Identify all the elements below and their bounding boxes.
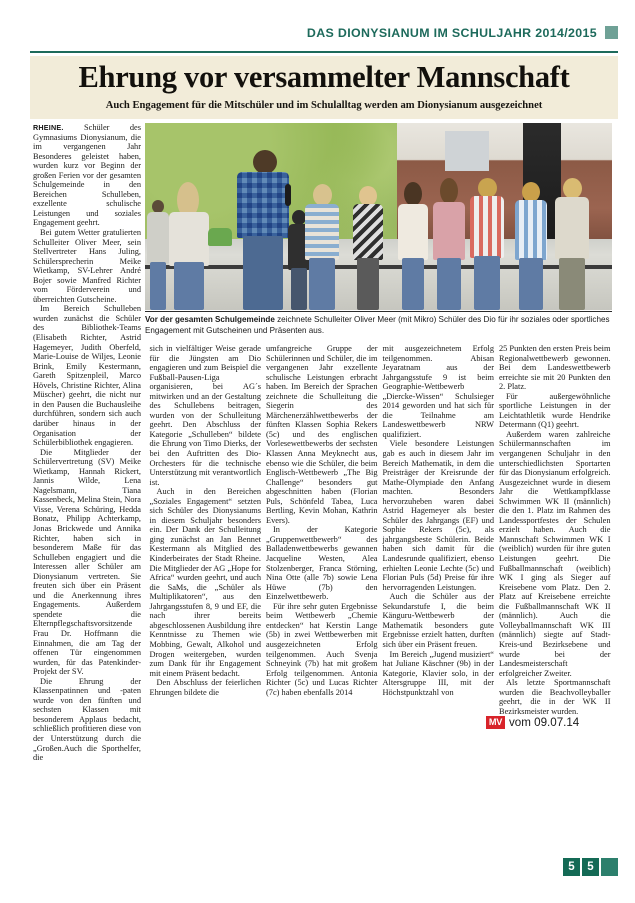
body-paragraph: Im Bereich Schulleben wurden zunächst die Schüler des Bibliothek-Teams (Elisabeth Richter, Astrid Hagemeyer, Judith Oberfeld, Marie-Louise de Wiljes, Leonie Brink, Emily Kestermann, Gareth Spitzenpleil, Marco Hövels, Christine Richter, Alina Müscher) geehrt, die nicht nur in den Pausen die Buchausleihe durchführen, sondern sich auch darüber hinaus in der Organisation der Schülerbibliothek engagieren. <box>33 304 141 448</box>
body-column-2-lower <box>33 344 145 716</box>
photo-caption-rest: zeichnete Schulleiter Oliver Meer (mit Mikro) Schüler des Dio für ihr soziales oder sportliches Engagement mit Gutscheinen und Präsenten aus. <box>145 315 610 336</box>
photo-person-torso <box>555 197 589 259</box>
photo-person <box>305 184 339 310</box>
photo-person-legs <box>559 258 585 310</box>
article-photo <box>145 123 612 310</box>
body-column-2 <box>150 344 262 716</box>
body-paragraph: Für ihre sehr guten Ergebnisse beim Wettbewerb „Chemie entdecken“ hat Kerstin Lange (5b) in zwei Wettbewerben mit ausgezeichneten Erfolg teilgenommen. Auch Svenja Schneyink (7b) hat mit großem Erfolg teilgenommen. Antonia Richter (5c) und Lucas Richter (7c) haben ebenfalls 2014 <box>266 601 378 697</box>
photo-person-torso <box>305 204 339 260</box>
photo-person-torso <box>169 212 209 266</box>
body-paragraph: sich in vielfältiger Weise gerade für die Jüngsten am Dio engagieren und zum Beispiel die Fußball-Pausen-Liga organisieren, bei AG´s mitwirken und an der Gestaltung des Schullebens beitragen, wurden von der Schulleitung geehrt. Den Abschluss der Kategorie „Schulleben“ bildete die Ehrung von Timo Dierks, der bei den Auftritten des Dio-Orchesters für die technische Unterstützung mit verantwortlich ist. <box>149 344 261 487</box>
body-paragraph: Als letzte Sportmannschaft wurden die Beachvolleyballer geehrt, die in der WK II Bezirksmeister wurden. <box>499 678 611 716</box>
folio-digit: 5 <box>582 858 599 876</box>
body-column-3 <box>266 344 378 716</box>
photo-person-legs <box>474 256 500 310</box>
dateline: RHEINE. <box>33 123 64 132</box>
page-folio <box>563 858 618 876</box>
folio-digit: 5 <box>563 858 580 876</box>
running-head-title: DAS DIONYSIANUM IM SCHULJAHR 2014/2015 <box>306 26 597 40</box>
photo-person-legs <box>150 262 167 310</box>
photo-person-head <box>359 186 377 206</box>
photo-person-head <box>404 182 422 206</box>
mv-logo-icon: MV <box>486 716 505 729</box>
body-paragraph: Die Ehrung der Klassenpatinnen und -paten wurde von den fünften und sechsten Klassen mit besonderem Applaus bedacht, schließlich profitieren diese von der Unterstützung durch die „Großen.Auch die Sporthelfer, die <box>33 676 141 763</box>
photo-person <box>353 186 383 310</box>
photo-person-head <box>292 210 306 225</box>
photo-person-torso <box>470 196 504 258</box>
body-paragraph: Außerdem waren zahlreiche Schülermannschaften im vergangenen Schuljahr in den unterschiedlichsten Sportarten für das Dionysianum erfolgreich. Ausgezeichnet wurde in diesem Jahr die Wettkampfklasse Schwimmen WK II (männlich) die den 1. Platz im Rahmen des Landessportfestes der Schulen erzielt haben. Auch die Mannschaft Schwimmen WK I (weiblich) wurden für ihre guten Leistungen geehrt. Die Fußballmannschaft (weiblich) WK I ging als Sieger auf Kreisebene vom Platz. Den 2. Platz auf Kreisebene erreichte die Fußballmannschaft WK II (männlich). Auch die Volleyballmannschaft WK III (männlich) siegte auf Stadt-Kreis-und Bezirksebene und wurde bei der Landesmeisterschaft erfolgreicher Zweiter. <box>499 429 611 678</box>
photo-person <box>398 182 428 310</box>
photo-person-head <box>563 178 582 199</box>
body-paragraph: Bei gutem Wetter gratulierten Schulleiter Oliver Meer, sein Stellvertreter Hans Juling, Schülersprecherin Meike Wietkamp, SV-Lehrer André Bojer sowie Manfred Richter vom Förderverein und überreichten Gutscheine. <box>33 228 141 304</box>
photo-person-torso <box>398 204 428 260</box>
photo-person <box>470 178 504 310</box>
body-column-4 <box>383 344 495 716</box>
photo-microphone <box>285 184 291 206</box>
photo-person-torso <box>515 200 547 260</box>
photo-caption <box>145 314 612 336</box>
body-paragraph: Viele besondere Leistungen gab es auch in diesem Jahr im Bereich Mathematik, in dem die Preisträger der Kreisrunde der Mathe-Olympiade den Anfang machten. Besonders hervorzuheben waren dabei Astrid Hagemeyer als bester Schüler des Jahrgangs (EF) und Sophie Rekers (5c), als jahrgangsbeste Schülerin. Beide haben sich damit für die Landesrunde qualifiziert, ebenso erhielten Leonie Lechte (5c) und Florian Puls (5d) Preise für ihre hervorragenden Leistungen. <box>382 439 494 592</box>
body-paragraph-text: Schüler des Gymnasiums Dionysianum, die im vergangenen Jahr Besonderes geleistet haben, wurden kurz vor Beginn der großen Ferien vor der gesamten Schulgemeinde in den Bereichen Schulleben, exzellente schulische Leistungen und soziales Engagement geehrt. <box>33 123 141 228</box>
photo-caption-lead: Vor der gesamten Schulgemeinde <box>145 315 275 324</box>
photo-person-head <box>440 178 458 204</box>
photo-person-legs <box>519 258 543 310</box>
body-columns <box>33 344 615 716</box>
body-paragraph: 25 Punkten den ersten Preis beim Regionalwettbewerb gewonnen. Bei dem Landeswettbewerb erreichte sie mit 20 Punkten den 2. Platz. <box>499 344 611 392</box>
body-paragraph <box>33 123 141 228</box>
body-paragraph: umfangreiche Gruppe der Schülerinnen und Schüler, die im vergangenen Jahr exzellente schulische Leistungen erbracht haben. Im Bereich der Sprachen zeichnete die Schulleitung die Siegerin des Märchenerzählwettbewerbs der fünften Klassen Sophia Rekers (5c) und des englischen Vorlesewettbewerbs der sechsten Klassen Anna Meyknecht aus, ebenso wie die Schüler, die beim Englisch-Wettbewerb „The Big Challenge“ besonders gut abgeschnitten haben (Florian Puls, Schönfeld Tabea, Luca Bertling, Kevin Mohan, Kathrin Evers). <box>266 344 378 525</box>
photo-person-legs <box>309 258 335 310</box>
photo-person-torso <box>353 204 383 260</box>
article-subheadline: Auch Engagement für die Mitschüler und im Schulalltag werden am Dionysianum ausgezeichnet <box>105 100 543 111</box>
source-date: vom 09.07.14 <box>509 716 580 729</box>
photo-building-window <box>445 131 489 171</box>
source-stamp <box>486 716 579 729</box>
body-paragraph: mit ausgezeichnetem Erfolg teilgenommen. Abisan Jeyaratnam aus der Jahrgangsstufe 9 ist beim Geographie-Wettbewerb „Diercke-Wissen“ Schulsieger 2014 geworden und hat sich für die Teilnahme am Landeswettbewerb NRW qualifiziert. <box>382 344 494 439</box>
photo-person-legs <box>402 258 425 310</box>
photo-gift-box-body <box>208 228 232 246</box>
photo-person <box>433 178 465 310</box>
photo-person-legs <box>357 258 380 310</box>
photo-gift-box <box>208 228 232 246</box>
photo-person-head <box>313 184 332 206</box>
article-sheet <box>30 56 618 763</box>
photo-person-torso <box>237 172 289 238</box>
photo-person <box>237 150 289 310</box>
photo-person <box>515 182 547 310</box>
running-head <box>0 0 635 54</box>
photo-person <box>147 200 169 310</box>
body-paragraph: Die Mitglieder der Schülervertretung (SV) Meike Wietkamp, Hannah Rickert, Jannis Wilde, Lena Nagelsmann, Tiana Kassenbeck, Melina Stein, Nora Visse, Verena Schüring, Hedda Bonatz, Philipp Achterkamp, Jonas Brickwede und Annika Richter, haben sich in besonderem Maße für das Schulleben engagiert und die Interessen aller Schüler am Dionysianum vertreten. Sie freuten sich über ein Präsent und die Anerkennung ihres Engagements. Außerdem spendete die Elternpflegschaftsvorsitzende Frau Dr. Hoffmann die Einnahmen, die am Tag der offenen Tür eingenommen wurden, für das Patenkinder-Projekt der SV. <box>33 447 141 677</box>
photo-person <box>169 182 209 310</box>
body-paragraph: Auch in den Bereichen „Soziales Engagement“ setzten sich Schüler des Dionysianums in diesem Schuljahr besonders ein. Der Dank der Schulleitung ging zunächst an Jan Bennet Kestermann als Mitglied des Kinderbeirates der Stadt Rheine. Die Mitglieder der AG „Hope for Africa“ wurden geehrt, und auch die SaMs, die „Schüler als Multiplikatoren“, aus den Jahrgangsstufen 8, 9 und EF, die nach ihrer bereits abgeschlossenen Ausbildung ihre Kenntnisse zu Themen wie Mobbing, Gewalt, Alkohol und Drogen weitergeben, wurden zum Dank für ihr Engagement mit einem Präsent bedacht. <box>149 487 261 678</box>
body-column-5 <box>499 344 611 716</box>
photo-person-legs <box>243 236 283 310</box>
photo-person-legs <box>437 258 461 310</box>
photo-microphone-body <box>285 184 291 206</box>
folio-marker-square <box>601 858 618 876</box>
photo-person-head <box>478 178 497 198</box>
body-paragraph: Auch die Schüler aus der Sekundarstufe I, die beim Känguru-Wettbewerb der Mathematik besonders gute Ergebnisse erzielt hatten, durften sich über ein Präsent freuen. <box>382 592 494 649</box>
page-title: Ehrung vor versammelter Mannschaft <box>78 60 570 94</box>
photo-person-torso <box>147 212 169 264</box>
photo-person-legs <box>174 262 204 310</box>
body-paragraph: Den Abschluss der feierlichen Ehrungen bildete die <box>149 678 261 697</box>
caption-rule <box>145 311 612 312</box>
photo-person <box>555 178 589 310</box>
photo-person-head <box>253 150 277 174</box>
photo-person-head <box>522 182 540 202</box>
photo-person-torso <box>433 202 465 260</box>
body-paragraph: In der Kategorie „Gruppenwettbewerb“ des Balladenwettbewerbs gewannen Jacqueline Westen, Alea Stolzenberger, Franca Störning, Nina Otte (alle 7b) sowie Lena Hüwe (7b) den Einzelwettbewerb. <box>266 525 378 602</box>
body-paragraph: Für außergewöhnliche sportliche Leistungen in der Leichtathletik wurde Hendrike Determann (Q1) geehrt. <box>499 391 611 430</box>
body-paragraph: Im Bereich „Jugend musiziert“ hat Juliane Käschner (9b) in der Kategorie, Klavier solo, in der Altersgruppe III, mit der Höchstpunktzahl von <box>382 649 494 697</box>
running-head-rule <box>30 51 618 53</box>
running-head-marker-square <box>605 26 618 39</box>
